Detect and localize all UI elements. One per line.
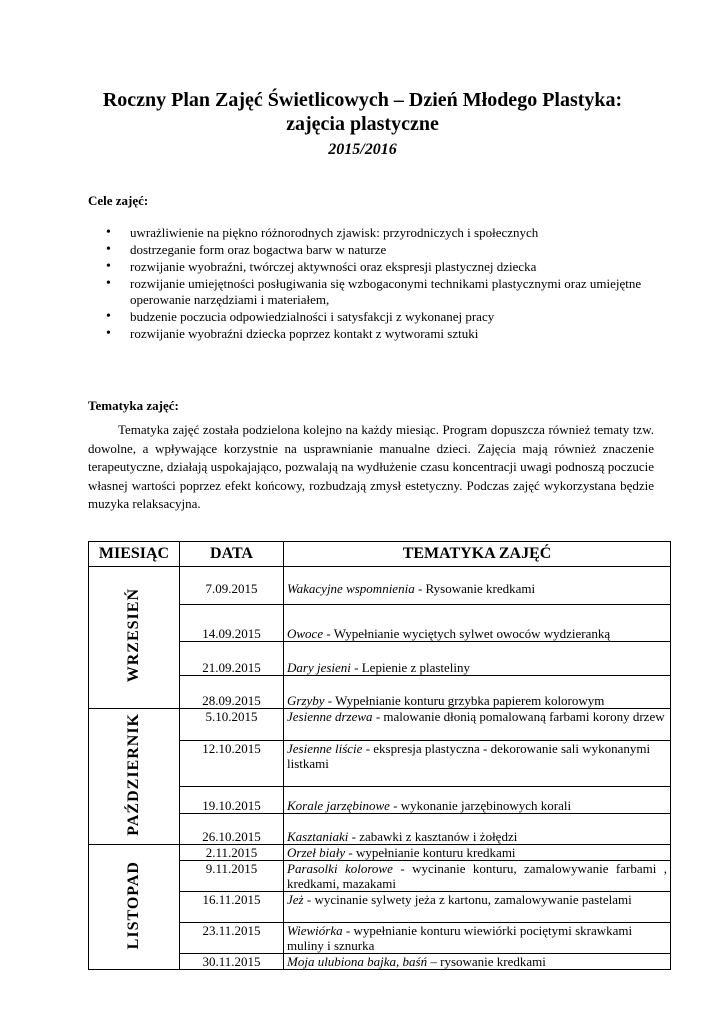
topic-title: Moja ulubiona bajka, baśń [287,954,428,969]
title-line-1: Roczny Plan Zajęć Świetlicowych – Dzień Młodego Plastyka: [102,89,623,111]
topic-cell [284,741,671,787]
topic-desc: – rysowanie kredkami [427,954,546,969]
header-date: DATA [180,542,284,567]
list-item: • uwrażliwienie na piękno różnorodnych zjawisk: przyrodniczych i społecznych [88,225,648,241]
date-cell: 23.11.2015 [180,923,284,954]
topic-cell [284,892,671,923]
date-cell: 2.11.2015 [180,845,284,861]
schedule-table [88,541,671,970]
topic-title: Grzyby [287,693,325,708]
topic-desc: - zabawki z kasztanów i żołędzi [348,829,518,844]
topic-title: Jesienne drzewa [287,709,373,724]
topic-cell [284,605,671,642]
topic-desc: - malowanie dłonią pomalowaną farbami korony drzew [372,709,665,724]
topic-title: Wiewiórka [287,923,343,938]
table-header-row [89,542,671,567]
topic-title: Kasztaniaki [287,829,349,844]
month-cell-october [89,709,180,845]
topic-title: Korale jarzębinowe [287,798,390,813]
topic-title: Parasolki kolorowe [287,861,393,876]
topic-title: Wakacyjne wspomnienia [287,581,415,596]
topic-cell [284,845,671,861]
topic-title: Dary jesieni [287,660,351,675]
topic-cell [284,709,671,741]
topic-desc: - wycinanie sylwety jeża z kartonu, zamalowywanie pastelami [303,892,632,907]
themes-paragraph: Tematyka zajęć została podzielona kolejno na każdy miesiąc. Program dopuszcza również tematy tzw. dowolne, a wpływające korzystnie na usprawnianie manualne dzieci. Zajęcia mają również znaczenie terapeutyczne, działają uspokajająco, pozwalają na wydłużenie czasu koncentracji uwagi podnoszą poczucie własnej wartości poprzez efekt końcowy, rozbudzają zmysł estetyczny. Podczas zajęć wykorzystana będzie muzyka relaksacyjna. [88,422,654,511]
topic-title: Jeż [287,892,304,907]
page-title [0,88,725,136]
date-cell: 12.10.2015 [180,741,284,787]
school-year: 2015/2016 [328,141,397,158]
topic-cell [284,676,671,709]
month-label: PAŹDZIERNIK [125,713,142,836]
topic-title: Jesienne liście [287,741,363,756]
topic-desc: - wypełnianie konturu kredkami [345,845,516,860]
goals-heading: Cele zajęć: [88,193,149,208]
list-item: • rozwijanie umiejętności posługiwania się wzbogaconymi technikami plastycznymi oraz umiejętne operowanie narzędziami i materiałem, [88,276,648,308]
month-cell-november [89,845,180,970]
table-row [89,567,671,605]
list-item: • dostrzeganie form oraz bogactwa barw w naturze [88,242,648,258]
date-cell: 7.09.2015 [180,567,284,605]
month-label: LISTOPAD [125,860,142,950]
date-cell: 9.11.2015 [180,861,284,892]
list-item: • rozwijanie wyobraźni, twórczej aktywności oraz ekspresji plastycznej dziecka [88,259,648,275]
topic-cell [284,861,671,892]
topic-cell [284,923,671,954]
themes-heading: Tematyka zajęć: [88,398,179,413]
date-cell: 19.10.2015 [180,787,284,814]
date-cell: 16.11.2015 [180,892,284,923]
date-cell: 14.09.2015 [180,605,284,642]
topic-cell [284,814,671,845]
topic-desc: - Rysowanie kredkami [414,581,536,596]
table-row [89,845,671,861]
title-line-2: zajęcia plastyczne [286,113,439,135]
topic-cell [284,642,671,676]
table-row [89,709,671,741]
topic-cell [284,787,671,814]
list-item: • rozwijanie wyobraźni dziecka poprzez kontakt z wytworami sztuki [88,326,648,342]
date-cell: 21.09.2015 [180,642,284,676]
header-topic: TEMATYKA ZAJĘĆ [284,542,671,567]
topic-cell [284,954,671,970]
topic-desc: - wypełnianie konturu wiewiórki pociętymi skrawkami muliny i sznurka [287,923,633,953]
header-month: MIESIĄC [89,542,180,567]
date-cell: 30.11.2015 [180,954,284,970]
goals-list [88,225,648,343]
topic-cell [284,567,671,605]
month-cell-september [89,567,180,709]
topic-desc: - Lepienie z plasteliny [350,660,471,675]
topic-title: Owoce [287,626,324,641]
list-item: • budzenie poczucia odpowiedzialności i satysfakcji z wykonanej pracy [88,309,648,325]
topic-desc: - wykonanie jarzębinowych korali [389,798,572,813]
topic-desc: - ekspresja plastyczna - dekorowanie sali wykonanymi listkami [287,741,651,771]
date-cell: 26.10.2015 [180,814,284,845]
topic-title: Orzeł biały [287,845,346,860]
month-label: WRZESIEŃ [125,588,142,683]
topic-desc: - Wypełnianie wyciętych sylwet owoców wydzieranką [323,626,611,641]
date-cell: 5.10.2015 [180,709,284,741]
date-cell: 28.09.2015 [180,676,284,709]
topic-desc: - Wypełnianie konturu grzybka papierem kolorowym [324,693,605,708]
topic-desc: - wycinanie konturu, zamalowywanie farbami , kredkami, mazakami [287,861,668,891]
